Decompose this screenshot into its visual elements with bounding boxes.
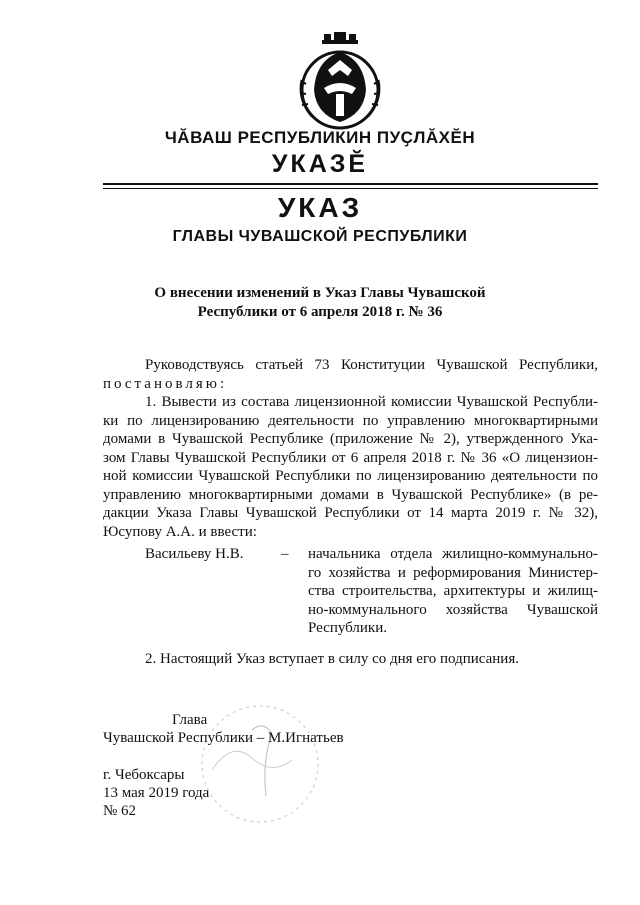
russian-header-line1: УКАЗ xyxy=(277,192,363,223)
chuvash-header-line1: ЧӐВАШ РЕСПУБЛИКИН ПУҪЛӐХӖН xyxy=(164,128,476,147)
position-line: ства строительства, архитектуры и жилищ- xyxy=(308,583,598,599)
signature-stamp-icon xyxy=(192,700,327,830)
position-line: начальника отдела жилищно-коммунально- xyxy=(308,546,598,562)
decree-subject xyxy=(0,284,640,322)
item-1-line: управлению многоквартирными домами в Чувашской Республике» (в ре- xyxy=(103,486,598,503)
header-divider-thin xyxy=(103,188,598,189)
item-1-line: домами в Чувашской Республике (приложение № 2), утвержденного Ука- xyxy=(103,431,598,447)
position-line: го хозяйства и реформирования Министер- xyxy=(308,564,598,581)
header-divider-thick xyxy=(103,183,598,185)
item-2 xyxy=(103,650,598,669)
coat-of-arms-icon xyxy=(294,30,386,130)
appointee-position xyxy=(308,545,598,638)
subject-line: О внесении изменений в Указ Главы Чувашской xyxy=(154,285,486,301)
issue-date: 13 мая 2019 года xyxy=(103,785,210,801)
decree-number: № 62 xyxy=(103,803,137,819)
preamble-line: постановляю: xyxy=(103,375,228,392)
position-line: Республики. xyxy=(308,620,387,636)
item-1-line: дакции Указа Главы Чувашской Республики от 14 марта 2019 г. № 32), xyxy=(103,505,598,521)
appointee-dash: – xyxy=(281,546,289,562)
position-line: но-коммунального хозяйства Чувашской xyxy=(308,601,598,618)
item-1-line: Юсупову А.А. и ввести: xyxy=(103,523,257,540)
item-2-text: 2. Настоящий Указ вступает в силу со дня его подписания. xyxy=(145,651,519,667)
item-1-line: ки по лицензированию деятельности по управлению многоквартирными xyxy=(103,412,598,429)
signature-line: Чувашской Республики – М.Игнатьев xyxy=(103,730,344,746)
preamble-line: Руководствуясь статьей 73 Конституции Чувашской Республики, xyxy=(145,357,598,373)
item-1-line: зом Главы Чувашской Республики от 6 апреля 2018 г. № 36 «О лицензион- xyxy=(103,449,598,466)
preamble xyxy=(103,356,598,393)
appointee-name: Васильеву Н.В. xyxy=(145,546,244,562)
signature-title: Глава xyxy=(172,712,208,728)
subject-line: Республики от 6 апреля 2018 г. № 36 xyxy=(197,304,443,320)
issue-city: г. Чебоксары xyxy=(103,767,185,783)
chuvash-header-line2: УКАЗӖ xyxy=(271,150,369,178)
item-1 xyxy=(103,393,598,541)
item-1-line: 1. Вывести из состава лицензионной комиссии Чувашской Республи- xyxy=(145,394,598,410)
item-1-line: ной комиссии Чувашской Республики по лицензированию деятельности по xyxy=(103,468,598,484)
russian-header-line2: ГЛАВЫ ЧУВАШСКОЙ РЕСПУБЛИКИ xyxy=(172,228,468,245)
